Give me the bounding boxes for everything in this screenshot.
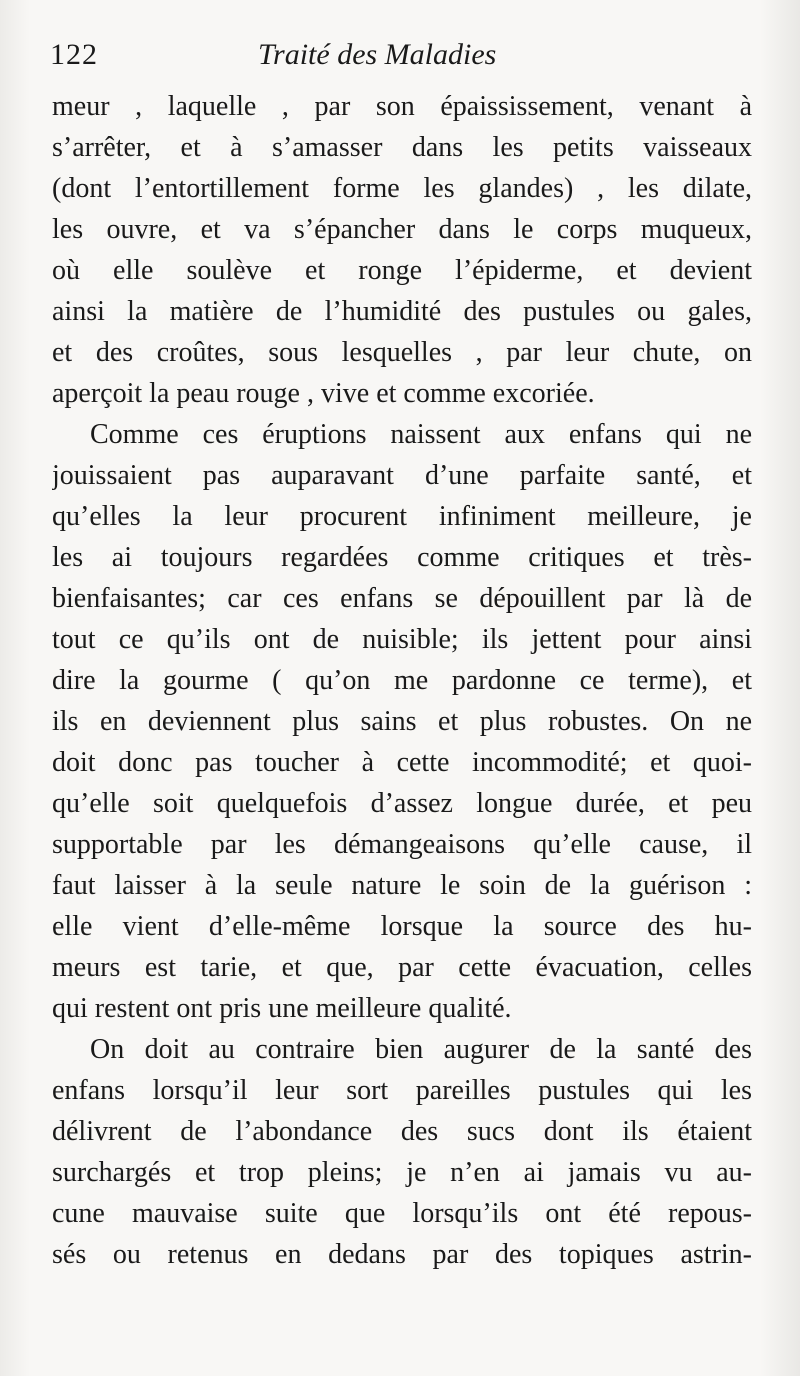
body-text	[52, 86, 752, 1275]
text-line: jouissaient pas auparavant d’une parfaite santé, et	[52, 460, 752, 491]
text-line: cune mauvaise suite que lorsqu’ils ont été repous-	[52, 1198, 752, 1229]
text-line: meur , laquelle , par son épaississement, venant à	[52, 91, 752, 122]
text-line: surchargés et trop pleins; je n’en ai jamais vu au-	[52, 1157, 752, 1188]
paragraph-2	[52, 414, 752, 1029]
text-line: aperçoit la peau rouge , vive et comme excoriée.	[52, 378, 595, 409]
text-line: qui restent ont pris une meilleure qualité.	[52, 993, 512, 1024]
text-line: les ouvre, et va s’épancher dans le corps muqueux,	[52, 214, 752, 245]
text-line: dire la gourme ( qu’on me pardonne ce terme), et	[52, 665, 752, 696]
text-line: délivrent de l’abondance des sucs dont ils étaient	[52, 1116, 752, 1147]
page-number: 122	[50, 38, 98, 71]
text-line: les ai toujours regardées comme critiques et très-	[52, 542, 752, 573]
text-line: sés ou retenus en dedans par des topiques astrin-	[52, 1239, 752, 1270]
text-line: bienfaisantes; car ces enfans se dépouillent par là de	[52, 583, 752, 614]
text-line: doit donc pas toucher à cette incommodité; et quoi-	[52, 747, 752, 778]
text-line: qu’elles la leur procurent infiniment meilleure, je	[52, 501, 752, 532]
text-line: faut laisser à la seule nature le soin de la guérison :	[52, 870, 752, 901]
running-title: Traité des Maladies	[258, 38, 497, 71]
text-line: Comme ces éruptions naissent aux enfans qui ne	[90, 419, 752, 450]
paragraph-1	[52, 86, 752, 414]
text-line: On doit au contraire bien augurer de la santé des	[90, 1034, 752, 1065]
text-line: tout ce qu’ils ont de nuisible; ils jettent pour ainsi	[52, 624, 752, 655]
text-line: ils en deviennent plus sains et plus robustes. On ne	[52, 706, 752, 737]
text-line: s’arrêter, et à s’amasser dans les petits vaisseaux	[52, 132, 752, 163]
text-line: qu’elle soit quelquefois d’assez longue durée, et peu	[52, 788, 752, 819]
running-head	[50, 38, 750, 88]
paragraph-3	[52, 1029, 752, 1275]
text-line: où elle soulève et ronge l’épiderme, et devient	[52, 255, 752, 286]
text-line: elle vient d’elle-même lorsque la source des hu-	[52, 911, 752, 942]
text-line: et des croûtes, sous lesquelles , par leur chute, on	[52, 337, 752, 368]
text-line: (dont l’entortillement forme les glandes) , les dilate,	[52, 173, 752, 204]
text-line: ainsi la matière de l’humidité des pustules ou gales,	[52, 296, 752, 327]
text-line: enfans lorsqu’il leur sort pareilles pustules qui les	[52, 1075, 752, 1106]
text-line: meurs est tarie, et que, par cette évacuation, celles	[52, 952, 752, 983]
text-line: supportable par les démangeaisons qu’elle cause, il	[52, 829, 752, 860]
